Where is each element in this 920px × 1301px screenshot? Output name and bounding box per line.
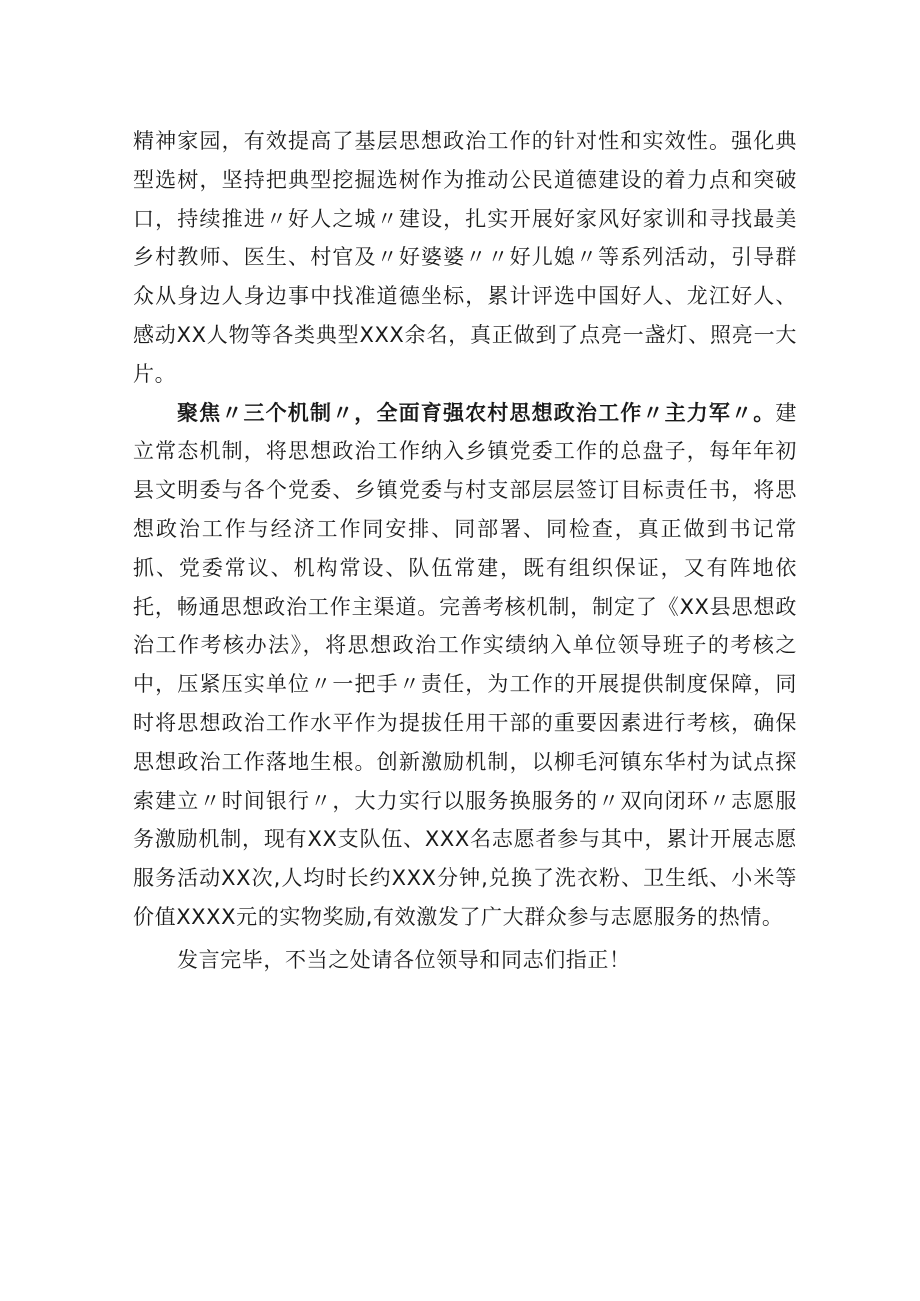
paragraph-three-mechanisms xyxy=(133,394,797,937)
paragraph-text: 建立常态机制，将思想政治工作纳入乡镇党委工作的总盘子，每年年初县文明委与各个党委、乡镇党委与村支部层层签订目标责任书，将思想政治工作与经济工作同安排、同部署、同检查，真正做到书记常抓、党委常议、机构常设、队伍常建，既有组织保证，又有阵地依托，畅通思想政治工作主渠道。完善考核机制，制定了《XX县思想政治工作考核办法》，将思想政治工作实绩纳入单位领导班子的考核之中，压紧压实单位〃一把手〃责任，为工作的开展提供制度保障，同时将思想政治工作水平作为提拔任用干部的重要因素进行考核，确保思想政治工作落地生根。创新激励机制，以柳毛河镇东华村为试点探索建立〃时间银行〃，大力实行以服务换服务的〃双向闭环〃志愿服务激励机制，现有XX支队伍、XXX名志愿者参与其中，累计开展志愿服务活动XX次,人均时长约XXX分钟,兑换了洗衣粉、卫生纸、小米等价值XXXX元的实物奖励,有效激发了广大群众参与志愿服务的热情。 xyxy=(133,400,797,929)
paragraph-closing-remark xyxy=(133,941,797,980)
paragraph-text: 精神家园，有效提高了基层思想政治工作的针对性和实效性。强化典型选树，坚持把典型挖掘选树作为推动公民道德建设的着力点和突破口，持续推进〃好人之城〃建设，扎实开展好家风好家训和寻找最美乡村教师、医生、村官及〃好婆婆〃〃好儿媳〃等系列活动，引导群众从身边人身边事中找准道德坐标，累计评选中国好人、龙江好人、感动XX人物等各类典型XXX余名，真正做到了点亮一盏灯、照亮一大片。 xyxy=(133,129,797,386)
paragraph-text: 发言完毕，不当之处请各位领导和同志们指正！ xyxy=(177,947,631,972)
document-page xyxy=(133,122,797,980)
paragraph-typical-selection xyxy=(133,122,797,394)
paragraph-lead-heading: 聚焦〃三个机制〃，全面育强农村思想政治工作〃主力军〃。 xyxy=(177,400,776,425)
